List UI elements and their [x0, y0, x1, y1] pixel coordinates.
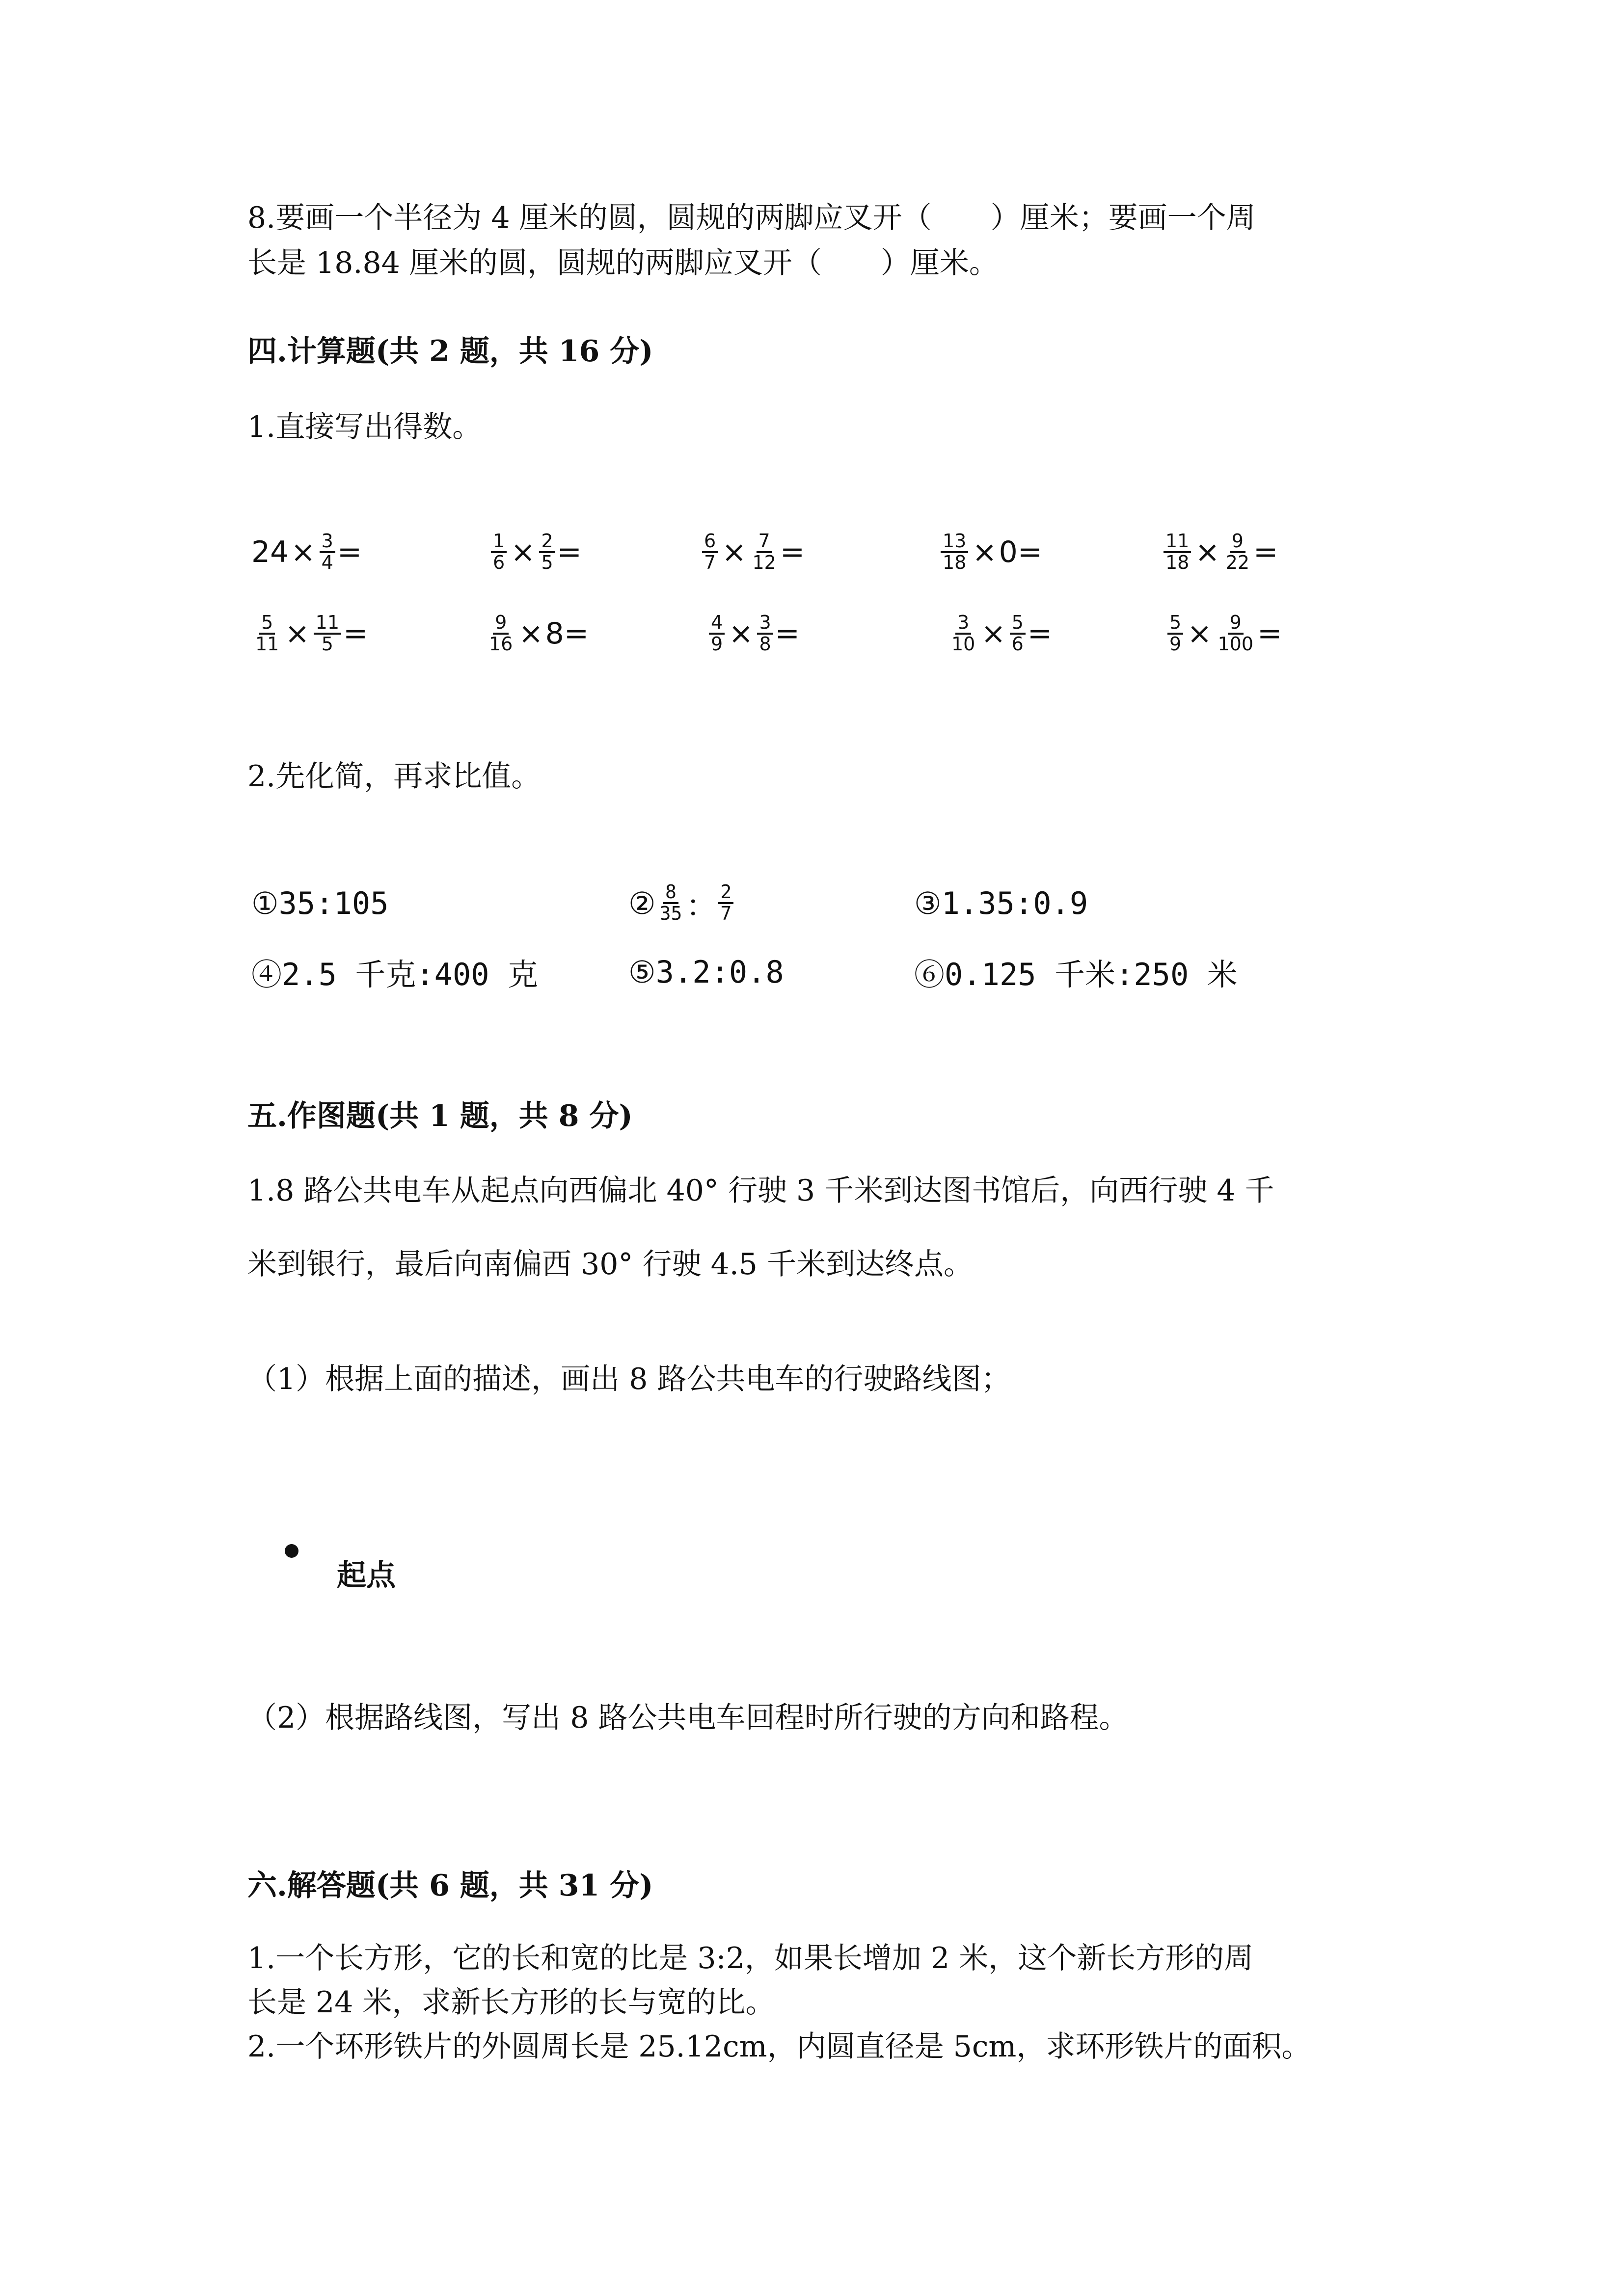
equals-sign: = [557, 535, 582, 569]
fraction: $\frac{4}{9}$ [709, 613, 725, 654]
equals-sign: = [1257, 616, 1282, 651]
section5-sub1: （1）根据上面的描述，画出 8 路公共电车的行驶路线图； [247, 1362, 1011, 1396]
calc-2-1 [251, 602, 368, 666]
times-sign: × [291, 535, 316, 569]
equals-sign: = [1027, 616, 1053, 651]
fraction: $\frac{3}{10}$ [951, 612, 975, 655]
q8-line1: 8.要画一个半径为 4 厘米的圆，圆规的两脚应叉开（ ）厘米；要画一个周 [247, 201, 1256, 235]
operand: 24 [251, 535, 289, 569]
times-sign: × [972, 535, 997, 569]
section5-title: 五.作图题(共 1 题，共 8 分) [247, 1099, 633, 1133]
fraction: $\frac{5}{6}$ [1010, 613, 1026, 654]
calc-1-2 [489, 520, 582, 584]
section6-q1-line2: 长是 24 米，求新长方形的长与宽的比。 [247, 1985, 775, 2020]
section4-q2-title: 2.先化简，再求比值。 [247, 759, 541, 794]
fraction: $\frac{3}{8}$ [757, 613, 773, 654]
section4-title: 四.计算题(共 2 题，共 16 分) [247, 334, 653, 369]
section6-title: 六.解答题(共 6 题，共 31 分) [247, 1869, 653, 1903]
fraction: $\frac{9}{16}$ [489, 612, 513, 655]
ratio-item-2 [628, 874, 735, 933]
ratio-item-6: ⑥0.125 千米:250 米 [914, 956, 1238, 992]
calc-2-2 [485, 602, 589, 666]
fraction: $\frac{11}{5}$ [314, 613, 341, 654]
section5-sub2: （2）根据路线图，写出 8 路公共电车回程时所行驶的方向和路程。 [247, 1701, 1129, 1735]
calc-1-3 [700, 520, 805, 584]
fraction: $\frac{2}{5}$ [539, 532, 555, 573]
times-sign: × [511, 535, 536, 569]
times-sign: × [981, 616, 1006, 651]
equals-sign: = [564, 616, 589, 651]
fraction: $\frac{13}{18}$ [941, 532, 968, 573]
equals-sign: = [343, 616, 368, 651]
fraction: $\frac{9}{22}$ [1225, 530, 1249, 573]
fraction: $\frac{5}{9}$ [1167, 613, 1183, 654]
section6-q1-line1: 1.一个长方形，它的长和宽的比是 3:2，如果长增加 2 米，这个新长方形的周 [247, 1941, 1254, 1976]
section5-q1-line2: 米到银行，最后向南偏西 30° 行驶 4.5 千米到达终点。 [247, 1247, 974, 1281]
equals-sign: = [780, 535, 805, 569]
fraction: $\frac{2}{7}$ [718, 882, 733, 924]
calc-1-5 [1162, 520, 1278, 584]
calc-1-1 [251, 520, 362, 584]
calc-2-3 [707, 602, 800, 666]
ratio-item-4: ④2.5 千克:400 克 [251, 956, 538, 992]
circled-number: ② [628, 885, 656, 921]
times-sign: × [1187, 616, 1212, 651]
ratio-item-1: ①35:105 [251, 885, 389, 921]
equals-sign: = [775, 616, 800, 651]
section4-q1-title: 1.直接写出得数。 [247, 410, 482, 444]
fraction: $\frac{5}{11}$ [255, 612, 279, 655]
fraction: $\frac{11}{18}$ [1164, 532, 1191, 573]
colon: ： [686, 887, 717, 924]
fraction: $\frac{9}{100}$ [1218, 612, 1253, 655]
q8-line2: 长是 18.84 厘米的圆，圆规的两脚应叉开（ ）厘米。 [247, 246, 999, 280]
section6-q2: 2.一个环形铁片的外圆周长是 25.12cm，内圆直径是 5cm，求环形铁片的面积。 [247, 2029, 1311, 2064]
fraction: $\frac{8}{35}$ [659, 881, 682, 924]
equals-sign: = [337, 535, 362, 569]
equals-sign: = [1253, 535, 1278, 569]
start-point-label: 起点 [337, 1558, 396, 1593]
equals-sign: = [1017, 535, 1043, 569]
ratio-item-3: ③1.35:0.9 [914, 885, 1088, 921]
section5-q1-line1: 1.8 路公共电车从起点向西偏北 40° 行驶 3 千米到达图书馆后，向西行驶 4 千 [247, 1174, 1274, 1208]
times-sign: × [722, 535, 747, 569]
times-sign: × [729, 616, 754, 651]
ratio-item-5: ⑤3.2:0.8 [628, 954, 784, 990]
calc-1-4 [939, 520, 1042, 584]
times-sign: × [285, 616, 310, 651]
operand: 0 [999, 535, 1018, 569]
start-point-dot [285, 1544, 298, 1558]
operand: 8 [545, 616, 564, 651]
calc-2-4 [947, 602, 1052, 666]
fraction: $\frac{6}{7}$ [702, 532, 718, 573]
calc-2-5 [1165, 602, 1282, 666]
fraction: $\frac{1}{6}$ [491, 532, 507, 573]
times-sign: × [1195, 535, 1220, 569]
times-sign: × [518, 616, 543, 651]
fraction: $\frac{3}{4}$ [320, 532, 335, 573]
fraction: $\frac{7}{12}$ [752, 530, 776, 573]
